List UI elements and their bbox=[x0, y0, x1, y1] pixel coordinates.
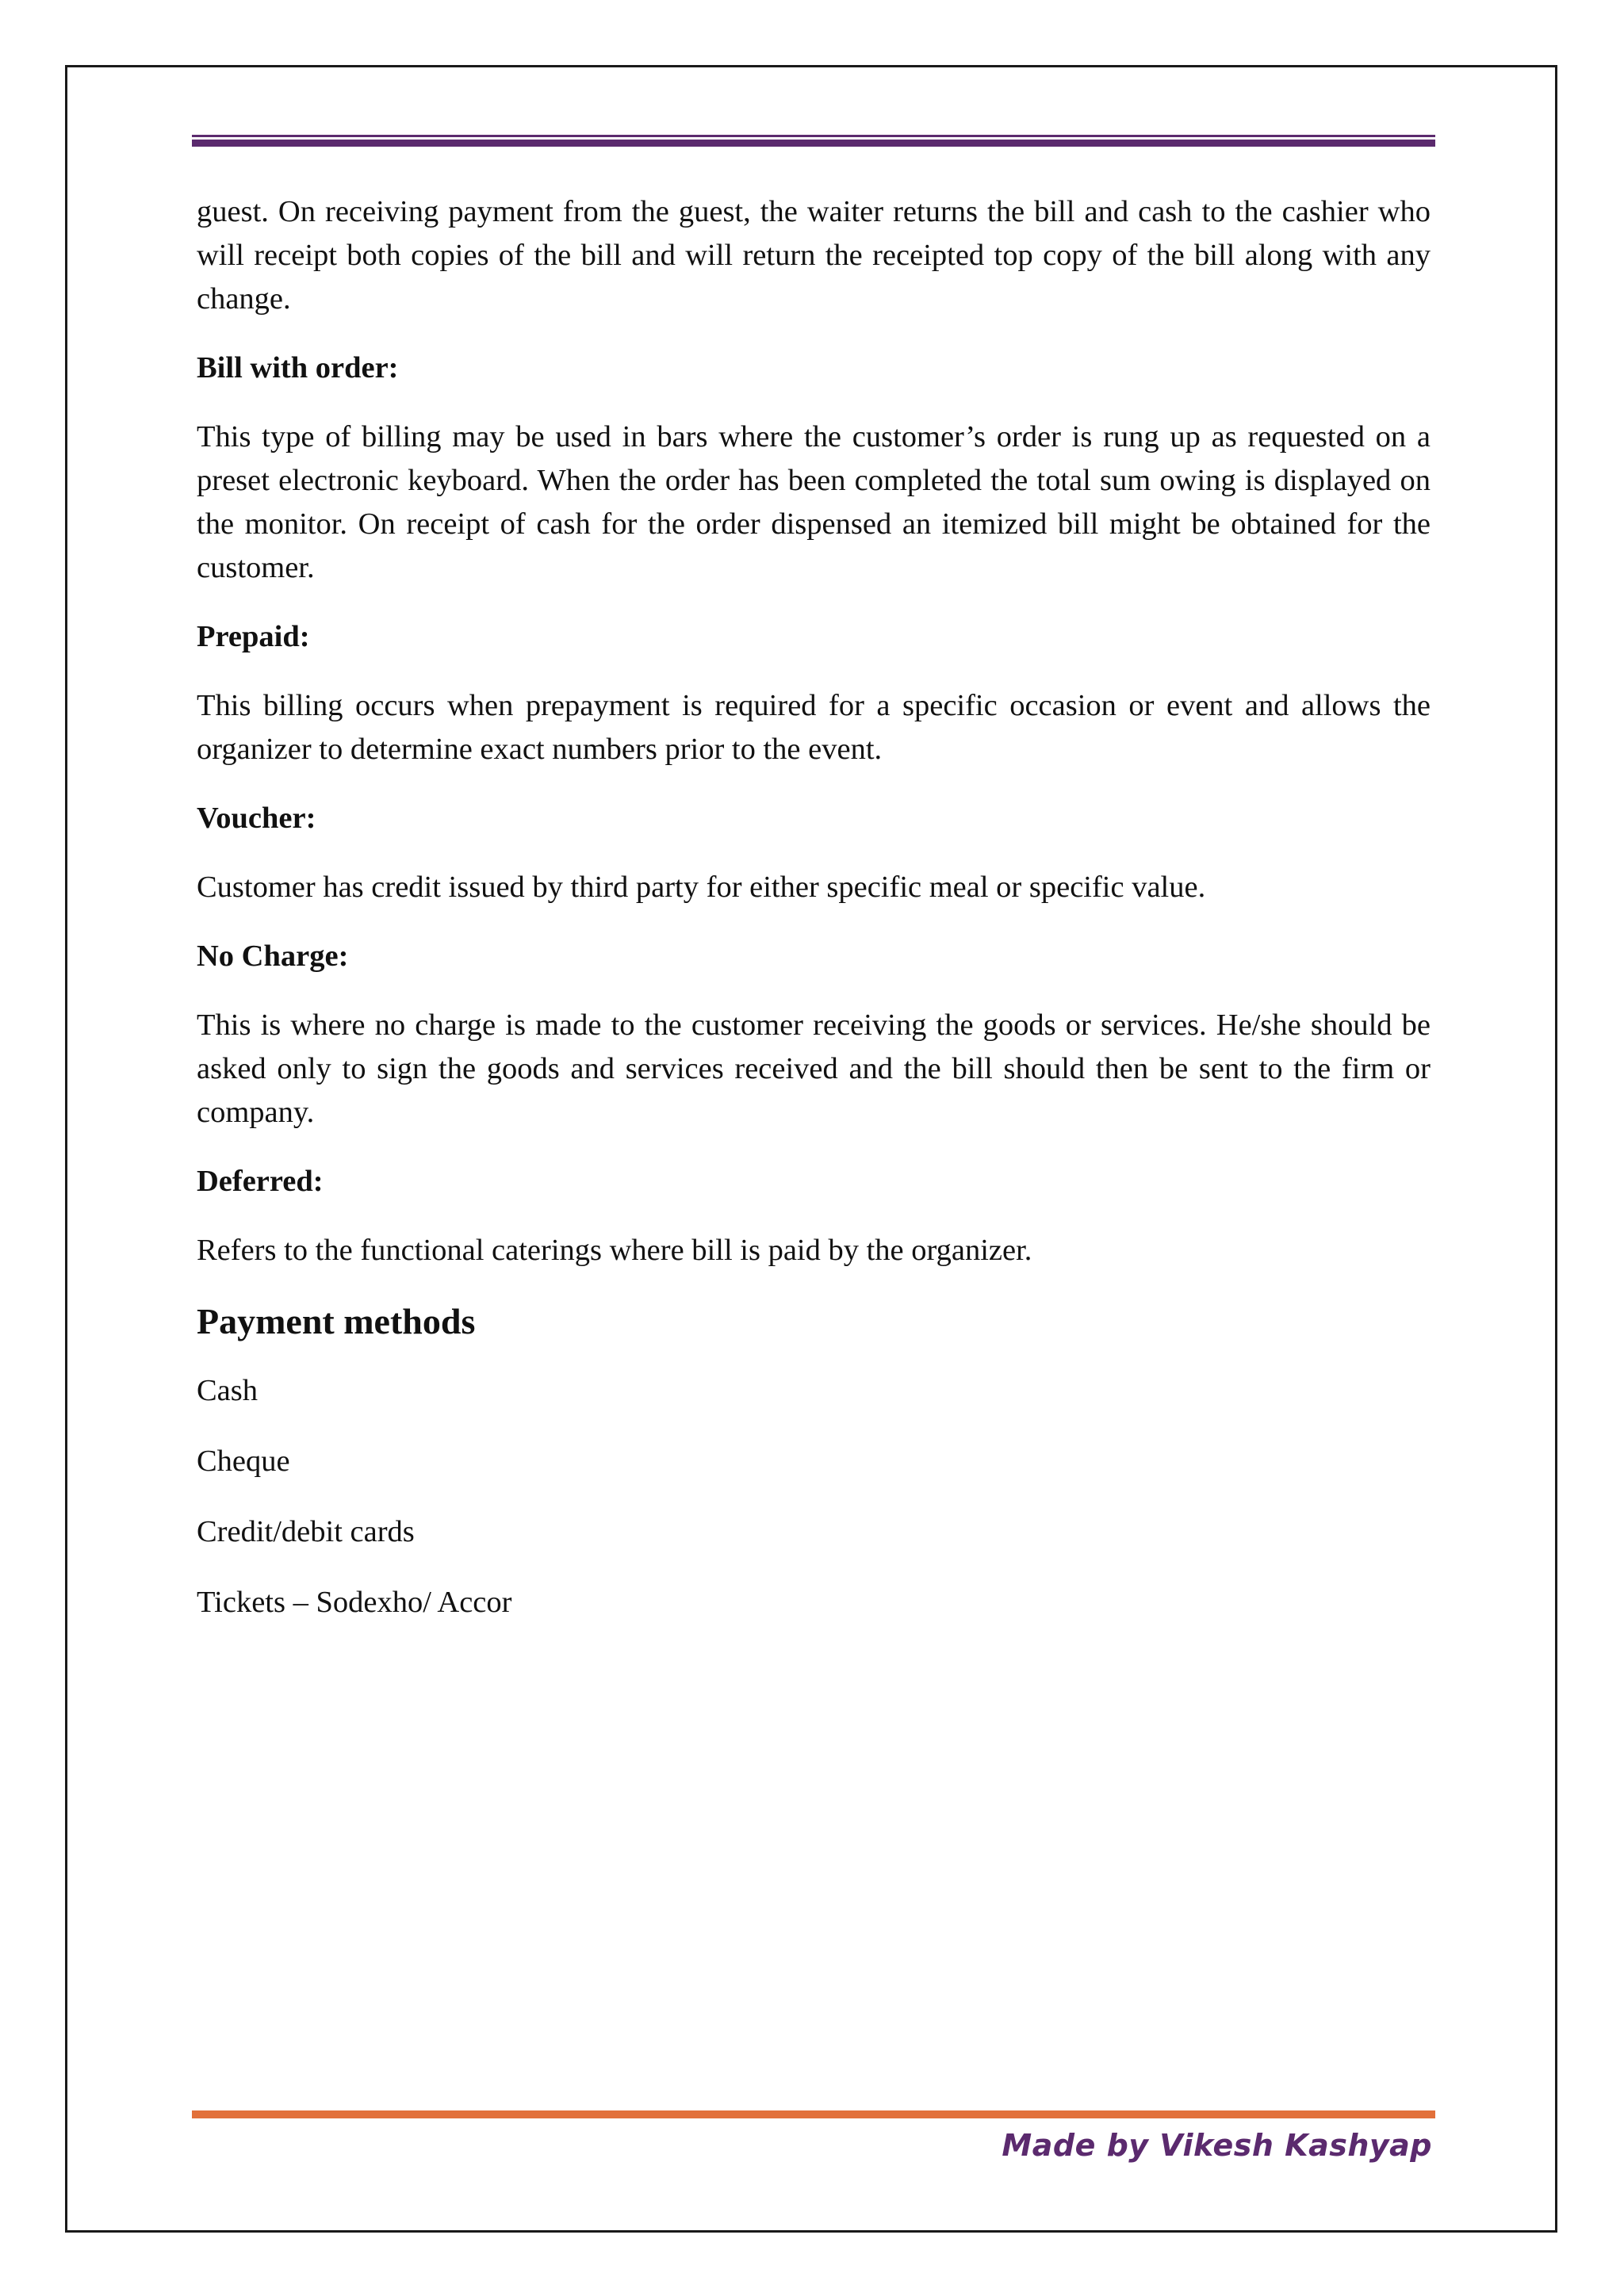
section-text-bill-with-order: This type of billing may be used in bars where the customer’s order is rung up as requested on a preset electronic keyboard. When the order has been completed the total sum owing is displayed on the monitor. On receipt of cash for the order dispensed an itemized bill might be obtained for the customer. bbox=[197, 420, 1431, 584]
section-text-voucher: Customer has credit issued by third party for either specific meal or specific value. bbox=[197, 871, 1206, 904]
payment-method-item: Credit/debit cards bbox=[197, 1515, 415, 1548]
section-text-deferred: Refers to the functional caterings where bill is paid by the organizer. bbox=[197, 1234, 1032, 1267]
footer-rule bbox=[192, 2110, 1435, 2118]
section-heading-deferred: Deferred: bbox=[197, 1165, 324, 1198]
section-heading-no-charge: No Charge: bbox=[197, 939, 349, 973]
header-rule bbox=[192, 135, 1435, 147]
header-rule-thick-line bbox=[192, 140, 1435, 147]
section-heading-bill-with-order: Bill with order: bbox=[197, 351, 399, 385]
payment-method-item: Tickets – Sodexho/ Accor bbox=[197, 1586, 512, 1619]
page-content bbox=[197, 190, 1431, 1651]
section-text-prepaid: This billing occurs when prepayment is required for a specific occasion or event and allows the organizer to determine exact numbers prior to the event. bbox=[197, 689, 1431, 766]
section-heading-prepaid: Prepaid: bbox=[197, 620, 310, 653]
payment-method-item: Cash bbox=[197, 1374, 258, 1407]
intro-paragraph: guest. On receiving payment from the guest, the waiter returns the bill and cash to the cashier who will receipt both copies of the bill and will return the receipted top copy of the bill along with any change. bbox=[197, 195, 1431, 316]
payment-methods-title: Payment methods bbox=[197, 1301, 476, 1341]
payment-method-item: Cheque bbox=[197, 1445, 290, 1478]
section-text-no-charge: This is where no charge is made to the customer receiving the goods or services. He/she should be asked only to sign the goods and services received and the bill should then be sent to the firm or company. bbox=[197, 1008, 1431, 1129]
footer-credit: Made by Vikesh Kashyap bbox=[1002, 2128, 1432, 2163]
section-heading-voucher: Voucher: bbox=[197, 802, 316, 835]
